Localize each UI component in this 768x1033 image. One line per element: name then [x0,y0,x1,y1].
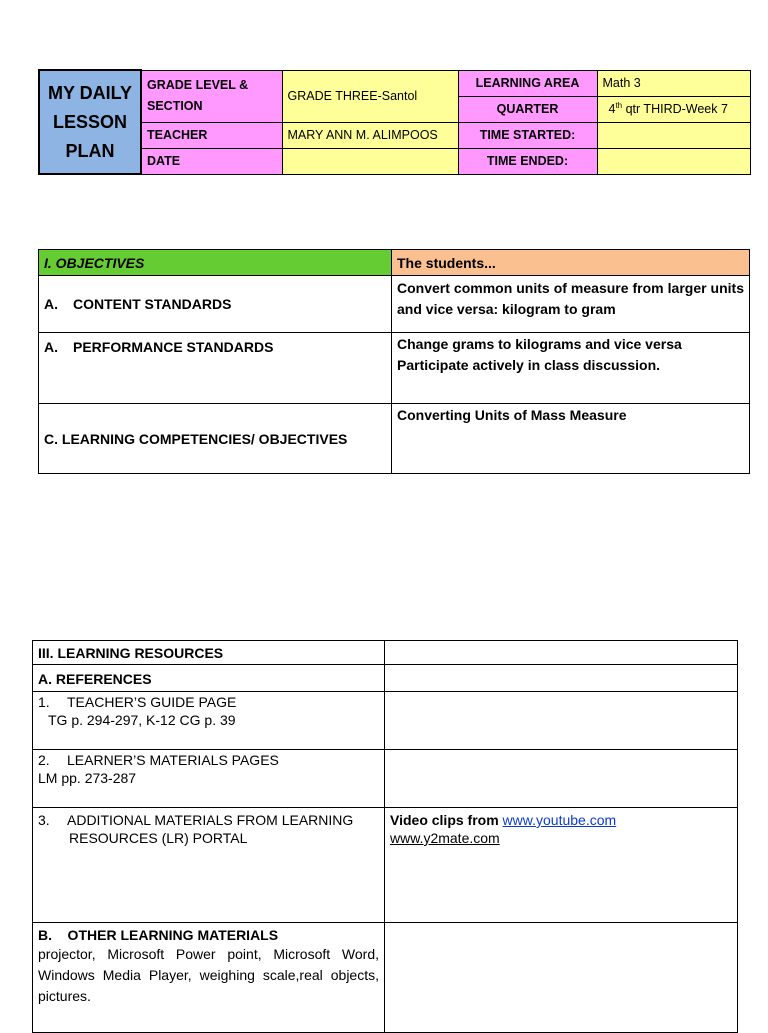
additional-materials-value: Video clips from www.youtube.com www.y2mate.com [385,808,738,923]
performance-standards-label: A. PERFORMANCE STANDARDS [39,333,392,404]
objectives-table [38,249,750,474]
date-value[interactable] [282,148,458,174]
learning-competencies-label: C. LEARNING COMPETENCIES/ OBJECTIVES [39,404,392,474]
grade-level-label: GRADE LEVEL & SECTION [141,70,282,122]
teachers-guide-label: TEACHER’S GUIDE PAGE [67,694,237,710]
y2mate-link[interactable]: www.y2mate.com [390,830,500,846]
other-materials-right [385,923,738,1033]
date-label: DATE [141,148,282,174]
lesson-plan-title: MY DAILY LESSON PLAN [39,70,141,174]
performance-standards-value: Change grams to kilograms and vice versa Participate actively in class discussion. [392,333,750,404]
content-standards-label: A. CONTENT STANDARDS [39,276,392,333]
content-standards-value: Convert common units of measure from larger units and vice versa: kilogram to gram [392,276,750,333]
additional-materials-label: ADDITIONAL MATERIALS FROM LEARNING [67,812,354,828]
learners-materials-value: LM pp. 273-287 [38,770,137,786]
grade-level-value: GRADE THREE-Santol [282,70,458,122]
teachers-guide-cell: 1. TEACHER’S GUIDE PAGE TG p. 294-297, K-12 CG p. 39 [33,692,385,750]
teacher-value: MARY ANN M. ALIMPOOS [282,122,458,148]
teacher-label: TEACHER [141,122,282,148]
quarter-label: QUARTER [458,96,597,122]
time-ended-value[interactable] [597,148,750,174]
time-started-value[interactable] [597,122,750,148]
lesson-plan-header-table [38,69,751,175]
time-ended-label: TIME ENDED: [458,148,597,174]
objectives-heading-right: The students... [392,250,750,276]
other-materials-value: projector, Microsoft Power point, Microsoft Word, Windows Media Player, weighing scale,real objects, pictures. [38,946,379,1004]
learning-competencies-value: Converting Units of Mass Measure [392,404,750,474]
references-value [385,665,738,692]
teachers-guide-value: TG p. 294-297, K-12 CG p. 39 [48,712,236,728]
teachers-guide-right [385,692,738,750]
learning-area-value: Math 3 [597,70,750,96]
quarter-value: 4th qtr THIRD-Week 7 [597,96,750,122]
references-heading: A. REFERENCES [33,665,385,692]
other-materials-label: B. OTHER LEARNING MATERIALS [38,927,279,943]
youtube-link[interactable]: www.youtube.com [502,812,617,828]
time-started-label: TIME STARTED: [458,122,597,148]
learners-materials-right [385,750,738,808]
learners-materials-label: LEARNER’S MATERIALS PAGES [67,752,279,768]
learning-area-label: LEARNING AREA [458,70,597,96]
learning-resources-table [32,640,738,1033]
learning-resources-heading-value [385,641,738,665]
other-materials-cell [33,923,385,1033]
learning-resources-heading: III. LEARNING RESOURCES [33,641,385,665]
additional-materials-cell: 3. ADDITIONAL MATERIALS FROM LEARNING RESOURCES (LR) PORTAL [33,808,385,923]
learners-materials-cell: 2. LEARNER’S MATERIALS PAGES LM pp. 273-287 [33,750,385,808]
objectives-heading: I. OBJECTIVES [39,250,392,276]
